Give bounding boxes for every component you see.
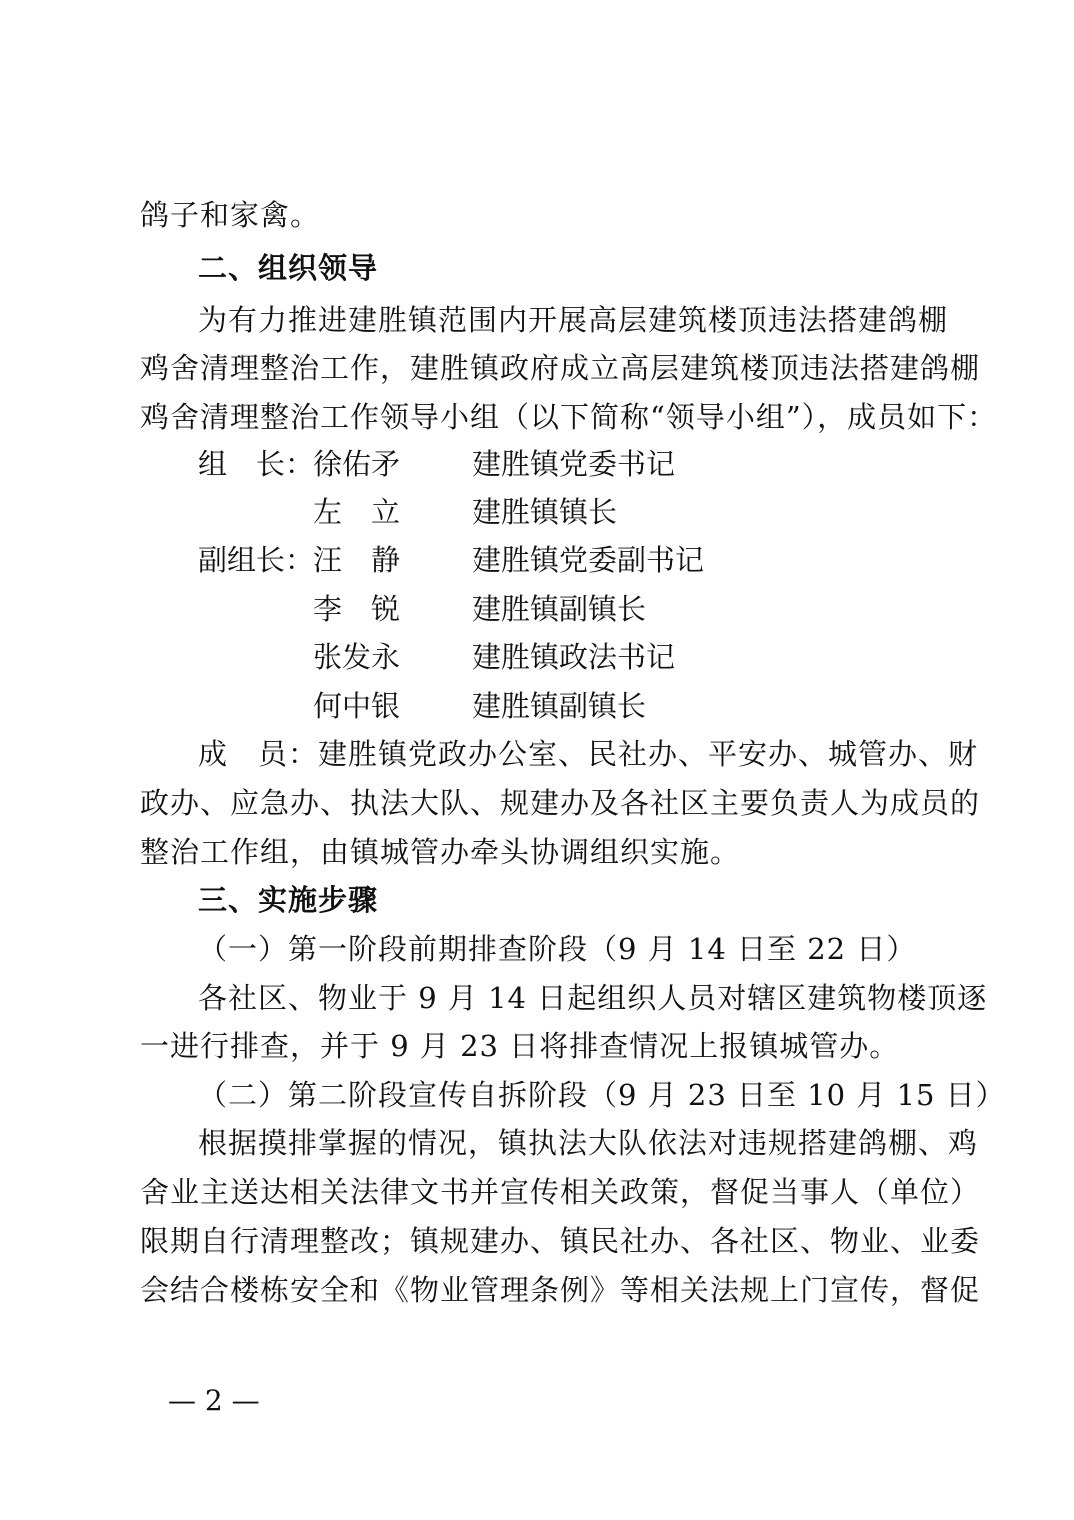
roster-role: 组 长： <box>198 447 315 481</box>
paragraph-line: 限期自行清理整改；镇规建办、镇民社办、各社区、物业、业委 <box>140 1224 981 1258</box>
paragraph-line: 整治工作组，由镇城管办牵头协调组织实施。 <box>140 835 741 869</box>
page-number: — 2 — <box>168 1384 260 1417</box>
roster-title: 建胜镇党委书记 <box>472 447 676 481</box>
paragraph-line: 根据摸排掌握的情况，镇执法大队依法对违规搭建鸽棚、鸡 <box>198 1126 979 1160</box>
paragraph-line: 成 员：建胜镇党政办公室、民社办、平安办、城管办、财 <box>198 737 979 771</box>
paragraph-line: 政办、应急办、执法大队、规建办及各社区主要负责人为成员的 <box>140 786 981 820</box>
roster-title: 建胜镇党委副书记 <box>472 543 705 577</box>
roster-title: 建胜镇政法书记 <box>472 640 676 674</box>
subsection-heading: （一）第一阶段前期排查阶段（9 月 14 日至 22 日） <box>198 932 917 966</box>
paragraph-line: 一进行排查，并于 9 月 23 日将排查情况上报镇城管办。 <box>140 1029 900 1063</box>
paragraph-line: 会结合楼栋安全和《物业管理条例》等相关法规上门宣传，督促 <box>140 1273 981 1307</box>
roster-name: 张发永 <box>313 640 401 674</box>
roster-name: 何中银 <box>313 689 401 723</box>
roster-title: 建胜镇副镇长 <box>472 689 647 723</box>
paragraph-line: 各社区、物业于 9 月 14 日起组织人员对辖区建筑物楼顶逐 <box>198 981 988 1015</box>
roster-title: 建胜镇副镇长 <box>472 592 647 626</box>
roster-name: 徐佑矛 <box>313 447 401 481</box>
paragraph-line: 为有力推进建胜镇范围内开展高层建筑楼顶违法搭建鸽棚 <box>198 303 949 337</box>
paragraph-line: 鸡舍清理整治工作领导小组（以下简称“领导小组”），成员如下： <box>140 400 998 434</box>
roster-title: 建胜镇镇长 <box>472 495 618 529</box>
roster-name: 汪 静 <box>313 543 401 577</box>
paragraph-line: 鸡舍清理整治工作，建胜镇政府成立高层建筑楼顶违法搭建鸽棚 <box>140 351 981 385</box>
subsection-heading: （二）第二阶段宣传自拆阶段（9 月 23 日至 10 月 15 日） <box>198 1078 1006 1112</box>
section-heading: 二、组织领导 <box>198 251 379 285</box>
roster-role: 副组长： <box>198 543 315 577</box>
paragraph-line: 舍业主送达相关法律文书并宣传相关政策，督促当事人（单位） <box>140 1175 981 1209</box>
roster-name: 左 立 <box>313 495 401 529</box>
paragraph-line: 鸽子和家禽。 <box>140 198 321 232</box>
roster-name: 李 锐 <box>313 592 401 626</box>
section-heading: 三、实施步骤 <box>198 883 379 917</box>
